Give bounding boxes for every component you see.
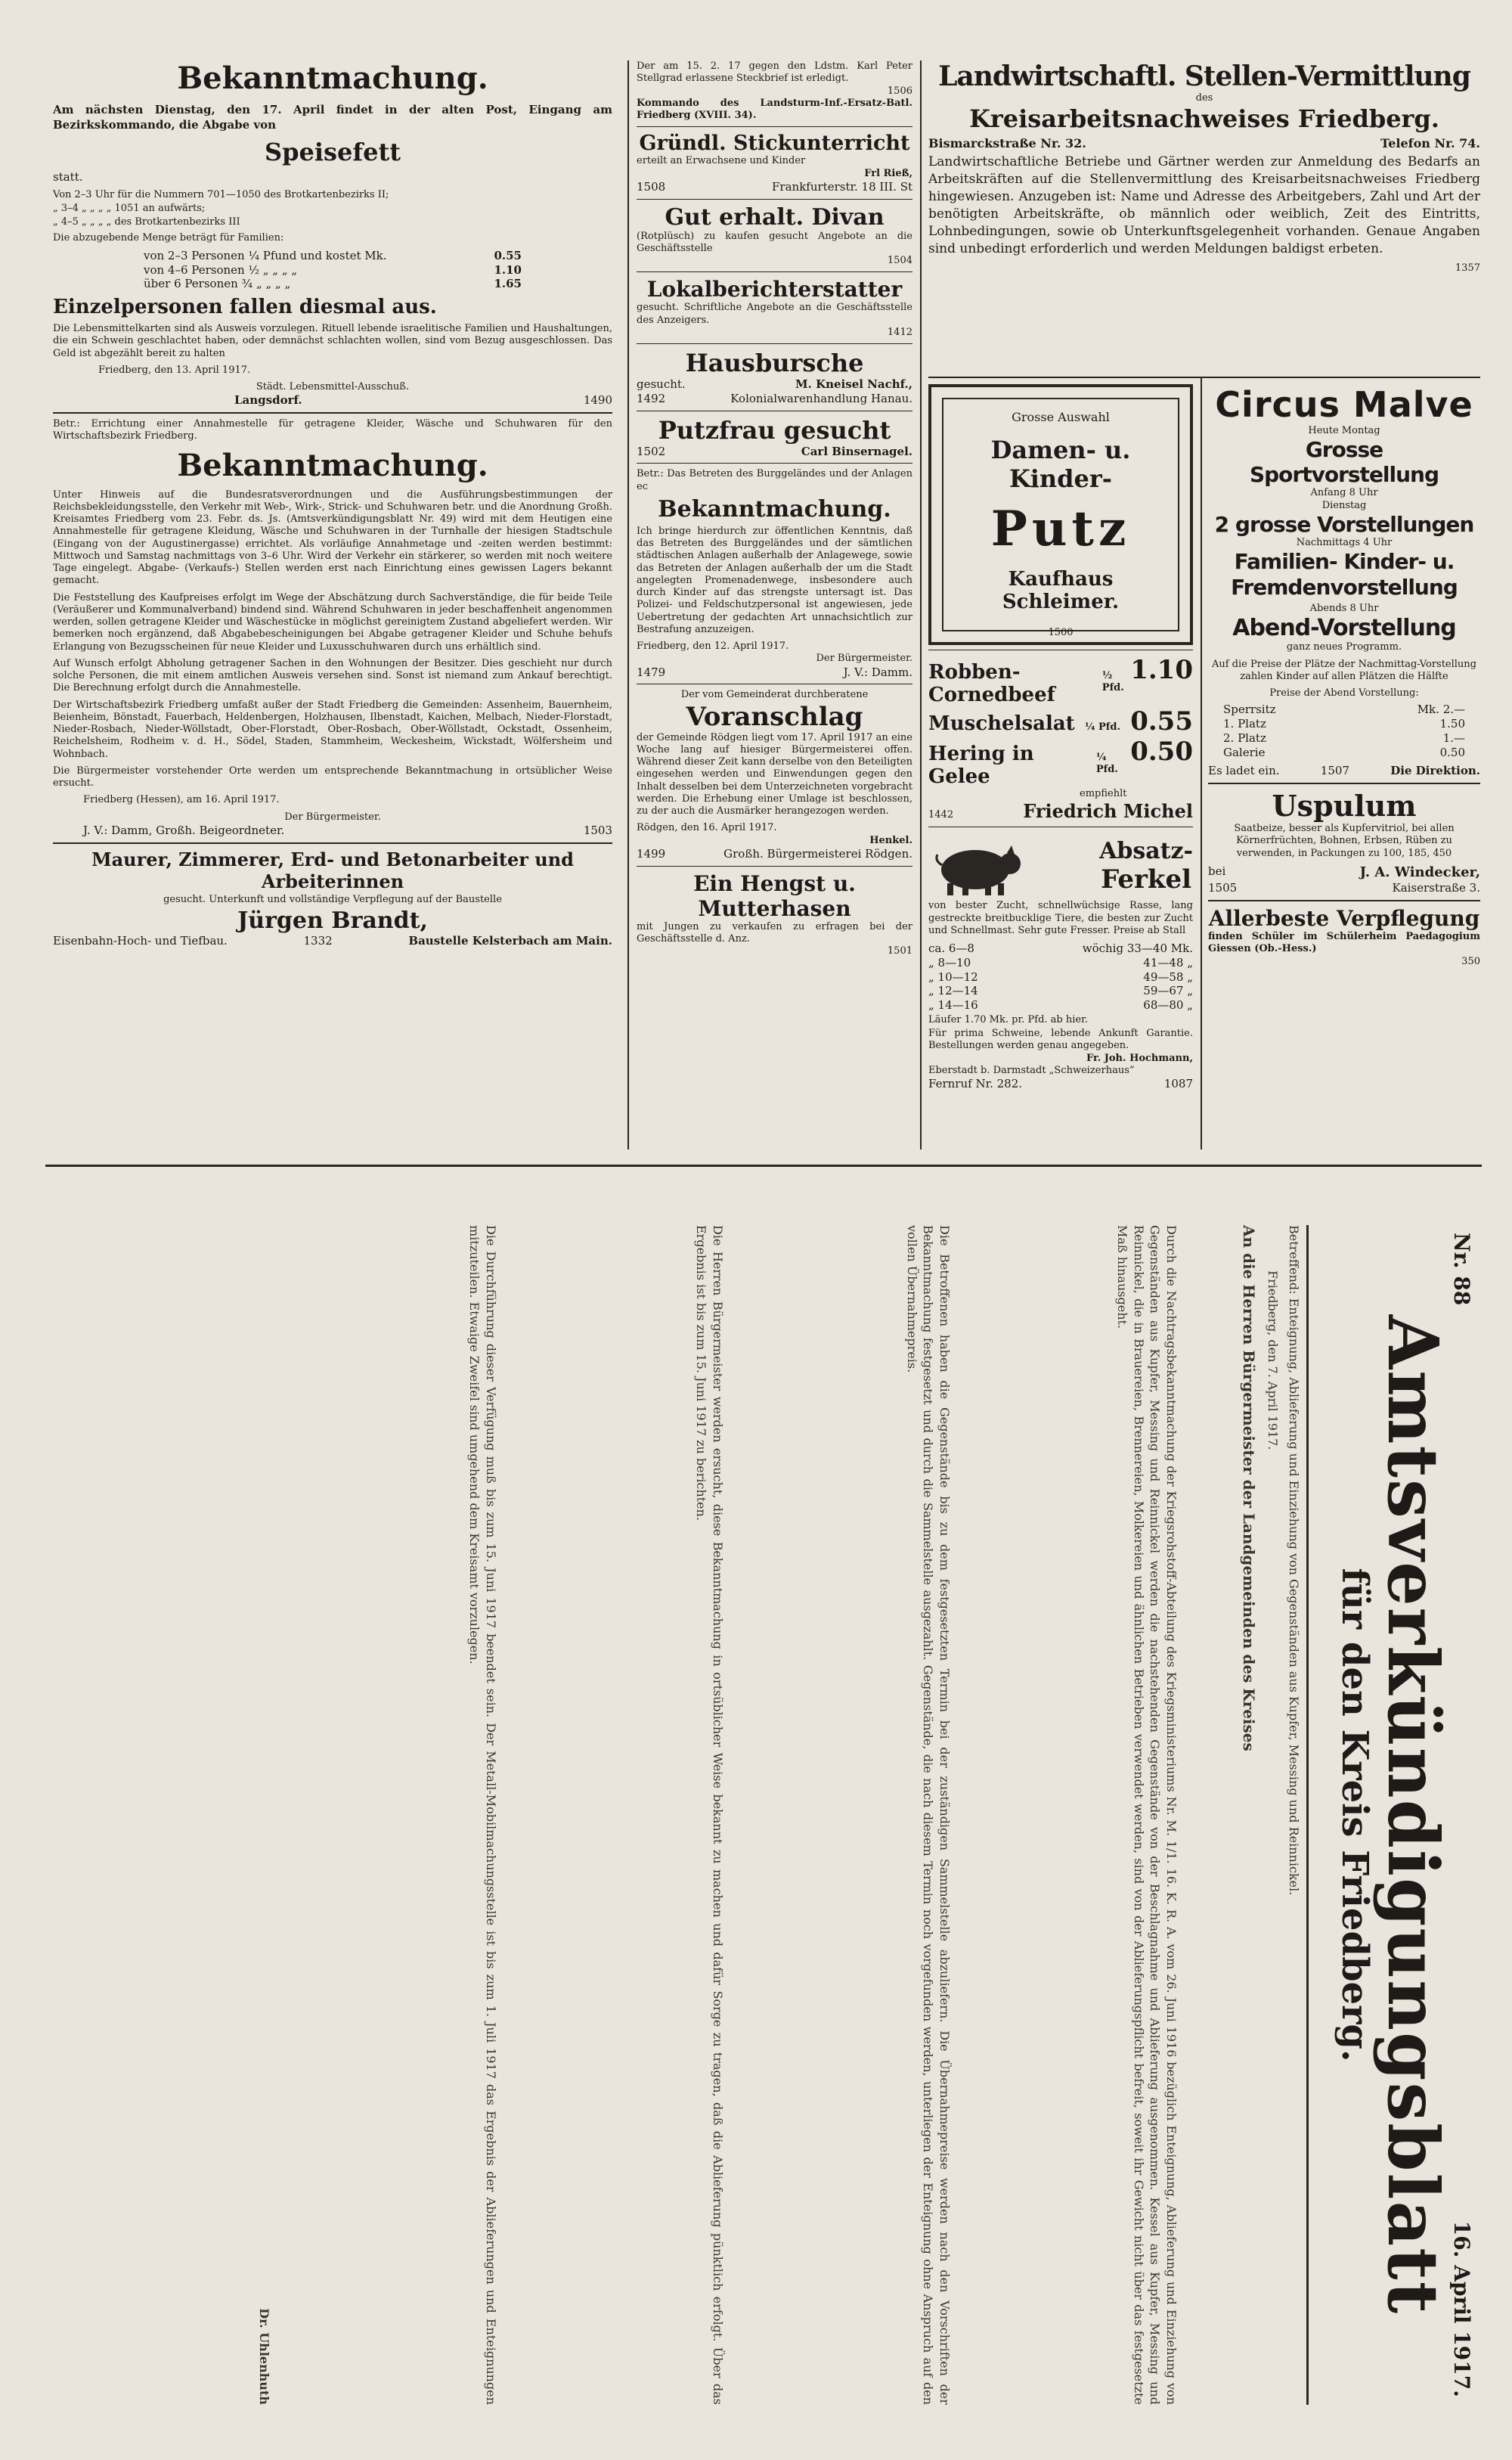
ad-line: Kaufhaus Schleimer. xyxy=(1002,568,1120,613)
ad-text: Landwirtschaftliche Betriebe und Gärtner werden zur Anmeldung des Bedarfs an Arbeitskräften auf die Stellenvermittlung des Kreisarbeitsnachweises Friedberg hingewiesen. Anzugeben ist: Name und Adresse des Arbeitgebers, Zahl und Art der benötigten Arbeitskräfte, ob männlich oder weiblich, Zeit des Eintritts, Lohnbedingungen, sowie ob Unterkunftsgelegenheit vorhanden. Genaue Angaben sind unbedingt erforderlich und werden Meldungen baldigst erbeten. xyxy=(928,154,1480,256)
text-strip xyxy=(76,1225,272,2405)
ad-name: Fr. Joh. Hochmann, xyxy=(1086,1052,1193,1064)
sammelstelle-notice xyxy=(53,418,612,838)
price-row: Muschelsalat ¼ Pfd. 0.55 xyxy=(928,706,1193,737)
show-title: Familien- Kinder- u. Fremdenvorstellung xyxy=(1231,549,1458,600)
voranschlag-notice xyxy=(637,689,912,861)
ad-line: Heute Montag xyxy=(1308,425,1380,436)
ad-number: 1501 xyxy=(887,945,912,957)
ad-title: Putzfrau gesucht xyxy=(658,415,891,445)
ad-title: Lokalberichterstatter xyxy=(646,277,903,302)
body-text: Die Betroffenen haben die Gegenstände bis zu dem festgesetzten Termin bei der zuständigen Sammelstelle abzuliefern. Die Übernahmepreise werden nach den Vorschriften der Bekanntmachung festgesetzt und durch die Sammelstelle ausgezahlt. Gegenstände, die nach diesem Termin noch vorgefunden werden, unterliegen der Enteignung ohne Anspruch auf den vollen Übernahmepreis. xyxy=(904,1225,952,2405)
ad-number: 1442 xyxy=(928,809,954,821)
betreffend: Betreffend: Enteignung, Ablieferung und Einziehung von Gegenständen aus Kupfer, Messing und Reinnickel. xyxy=(1287,1225,1301,1896)
ad-title: Ein Hengst u. Mutterhasen xyxy=(693,870,856,921)
ad-title: Ferkel xyxy=(1101,864,1191,895)
ad-name: Frl Rieß, xyxy=(864,167,912,179)
show-title: Abend-Vorstellung xyxy=(1232,615,1456,642)
circus-ad xyxy=(1208,384,1480,778)
price-row: „ 12—14 59—67 „ xyxy=(928,984,1193,998)
ad-text: gesucht. Schriftliche Angebote an die Geschäftsstelle des Anzeigers. xyxy=(637,302,912,326)
issue-date: 16. April 1917. xyxy=(1449,2220,1474,2397)
ad-address: Eberstadt b. Darmstadt „Schweizerhaus“ xyxy=(928,1064,1135,1076)
notice-text: der Gemeinde Rödgen liegt vom 17. April 1917 an eine Woche lang auf hiesiger Bürgermeisterei offen. Während dieser Zeit kann derselbe von den Beteiligten eingesehen werden und Einwendungen gegen den Inhalt desselben bei dem Unterzeichneten vorgebracht werden. Die Erhebung einer Umlage ist beschlossen, zu der auch die Ausmärker herangezogen werden. xyxy=(637,731,912,817)
ad-title: Hausbursche xyxy=(685,349,864,377)
notice-paragraph: Auf Wunsch erfolgt Abholung getragener Sachen in den Wohnungen der Besitzer. Dies geschieht nur durch solche Personen, die mit einem amtlichen Ausweis versehen sind. Sonst ist niemand zum Ankauf berechtigt. Die Berechnung erfolgt durch die Annahmestelle. xyxy=(53,657,612,694)
price-row: Galerie 0.50 xyxy=(1223,745,1465,759)
notice-sign: Kommando des Landsturm-Inf.-Ersatz-Batl. Friedberg (XVIII. 34). xyxy=(637,97,912,121)
ad-line: Damen- u. Kinder- xyxy=(990,436,1131,493)
body-text: Durch die Nachtragsbekanntmachung der Kriegsrohstoff-Abteilung des Kriegsministeriums Nr. M. 1/1. 16. K. R. A. vom 26. Juni 1916 bezüglich Enteignung, Ablieferung und Einziehung von Gegenständen aus Kupfer, Messing und Reinnickel werden die nachstehenden Gegenstände von der Beschlagnahme und Ablieferung ausgenommen. Kessel aus Kupfer, Messing und Reinnickel, die in Brauereien, Brennereien, Molkereien und ähnlichen Betrieben verwendet werden, sind von der Ablieferungspflicht befreit, soweit ihr Gewicht nicht über das festgesetzte Maß hinausgeht. xyxy=(1115,1225,1179,2405)
putzfrau-ad xyxy=(637,416,912,459)
feinkost-ad xyxy=(928,655,1193,822)
bei-text: bei xyxy=(1208,864,1226,878)
ad-text: mit Jungen zu verkaufen zu erfragen bei der Geschäftsstelle d. Anz. xyxy=(637,920,912,945)
ad-number: 1506 xyxy=(887,85,912,97)
notice-pre: Der vom Gemeinderat durchberatene xyxy=(680,689,869,701)
ad-line: Abends 8 Uhr xyxy=(1309,603,1379,615)
prices-title: Preise der Abend Vorstellung: xyxy=(1269,687,1419,700)
amount-intro: Die abzugebende Menge beträgt für Familien: xyxy=(53,231,284,244)
ad-address: Kaiserstraße 3. xyxy=(1392,881,1480,895)
statt-text: statt. xyxy=(53,169,83,184)
place-date: Friedberg, den 12. April 1917. xyxy=(637,641,789,652)
notice-text: Ich bringe hierdurch zur öffentlichen Kenntnis, daß das Betreten des Burggeländes und der sämtlichen städtischen Anlagen außerhalb der Anlagewege, sowie das Betreten der Anlagen außerhalb der um die Stadt angelegten Promenadenwege, insbesondere auch durch Kinder auf das strengste untersagt ist. Das Polizei- und Feldschutzpersonal ist angewiesen, jede Uebertretung der gedachten Art unnachsichtlich zur Bestrafung anzuzeigen. xyxy=(637,525,912,635)
kinderputz-ad xyxy=(928,384,1193,645)
page-fold-rule xyxy=(45,1165,1482,1167)
ad-number: 1503 xyxy=(583,823,612,837)
text-strip xyxy=(287,1225,499,2405)
phone: Fernruf Nr. 282. xyxy=(928,1077,1023,1090)
notice-paragraph: Die Feststellung des Kaufpreises erfolgt im Wege der Abschätzung durch Sachverständige, die für beide Teile (Veräußerer und Kommunalverband) bindend sind. Während Schuhwaren in jeder beschaffenheit angenommen werden, sollen getragene Kleider und Wäschestücke in möglichst gereinigtem Zustand abgeliefert werden. Wir bemerken noch ergänzend, daß Abgabebescheinigungen bei Abgabe getragener Kleider und Schuhe behufs Erlangung von Bezugsscheinen für neue Kleider und Luxusschuhwaren durch uns erhältlich sind. xyxy=(53,591,612,653)
text-strip xyxy=(741,1225,953,2405)
empfiehlt-text: empfiehlt xyxy=(1080,788,1127,799)
ad-title: Maurer, Zimmerer, Erd- und Betonarbeiter und Arbeiterinnen xyxy=(91,848,574,892)
office: Der Bürgermeister. xyxy=(284,811,381,823)
ad-footer: Es ladet ein. xyxy=(1208,764,1280,778)
ad-sub: gesucht. xyxy=(637,377,686,391)
notice-subtitle: Einzelpersonen fallen diesmal aus. xyxy=(53,296,437,318)
ad-right: Baustelle Kelsterbach am Main. xyxy=(408,933,612,948)
ad-address: Frankfurterstr. 18 III. St xyxy=(772,179,912,194)
notice-title: Bekanntmachung. xyxy=(177,447,488,483)
ad-name: Jürgen Brandt, xyxy=(237,907,428,934)
ad-number: 1500 xyxy=(1048,627,1074,638)
ad-title: Gut erhalt. Divan xyxy=(665,203,885,231)
divan-ad xyxy=(637,204,912,268)
landwirt-ad xyxy=(928,60,1480,275)
ad-title: Gründl. Stickunterricht xyxy=(639,132,910,156)
ad-number: 1087 xyxy=(1163,1077,1193,1090)
price-row: 2. Platz 1.— xyxy=(1223,731,1465,745)
ad-number: 1499 xyxy=(637,846,666,861)
notice-title: Bekanntmachung. xyxy=(658,495,891,523)
office: Städt. Lebensmittel-Ausschuß. xyxy=(256,381,410,392)
price-row: Robben-Cornedbeef ½ Pfd. 1.10 xyxy=(928,655,1193,706)
ad-title: Allerbeste Verpflegung xyxy=(1208,906,1480,932)
ad-title: Uspulum xyxy=(1272,789,1417,824)
ad-text: (Rotplüsch) zu kaufen gesucht Angebote an die Geschäftsstelle xyxy=(637,230,912,254)
phone: Telefon Nr. 74. xyxy=(1380,136,1480,151)
schedule-line: „ 4–5 „ „ „ „ des Brotkartenbezirks III xyxy=(53,216,240,228)
ad-text: Für prima Schweine, lebende Ankunft Garantie. Bestellungen werden genau angegeben. xyxy=(928,1028,1193,1052)
schedule-line: Von 2–3 Uhr für die Nummern 701—1050 des Brotkartenbezirks II; xyxy=(53,188,389,200)
burg-notice xyxy=(637,468,912,679)
ad-line: ganz neues Programm. xyxy=(1286,641,1402,653)
text-strip xyxy=(514,1225,726,2405)
ad-number: 1492 xyxy=(637,391,666,405)
masthead-rule xyxy=(1306,1225,1309,2405)
right-column xyxy=(1208,384,1480,968)
notice-betr: Betr.: Das Betreten des Burggeländes und der Anlagen ec xyxy=(637,468,912,492)
stick-ad xyxy=(637,132,912,194)
column-rule xyxy=(920,60,922,1149)
place-date: Rödgen, den 16. April 1917. xyxy=(637,822,777,834)
place-date: Friedberg, den 7. April 1917. xyxy=(1266,1270,1281,1450)
verpflegung-ad xyxy=(1208,906,1480,968)
uspulum-ad xyxy=(1208,789,1480,895)
schedule-line: „ 3–4 „ „ „ „ 1051 an aufwärts; xyxy=(53,203,206,214)
hausbursche-ad xyxy=(637,349,912,406)
ad-name: Carl Binsernagel. xyxy=(801,444,912,458)
office: Der Bürgermeister. xyxy=(816,653,912,665)
price-row: Sperrsitz Mk. 2.— xyxy=(1223,703,1465,717)
notice-intro: Am nächsten Dienstag, den 17. April findet in der alten Post, Eingang am Bezirkskommando, die Abgabe von xyxy=(53,103,612,132)
laeufer-text: Läufer 1.70 Mk. pr. Pfd. ab hier. xyxy=(928,1013,1089,1025)
signature: Großh. Bürgermeisterei Rödgen. xyxy=(723,846,912,861)
signature: J. V.: Damm, Großh. Beigeordneter. xyxy=(83,823,285,837)
show-title: 2 grosse Vorstellungen xyxy=(1214,511,1474,537)
ad-number: 1508 xyxy=(637,179,666,194)
ad-name: M. Kneisel Nachf., xyxy=(795,377,912,391)
ad-title: Landwirtschaftl. Stellen-Vermittlung xyxy=(938,60,1470,92)
ad-number: 1479 xyxy=(637,665,666,679)
ad-number: 1505 xyxy=(1208,881,1238,895)
right-middle-column xyxy=(928,384,1193,1091)
notice-text: Der am 15. 2. 17 gegen den Ldstm. Karl Peter Stellgrad erlassene Steckbrief ist erledigt. xyxy=(637,60,912,85)
ad-text: erteilt an Erwachsene und Kinder xyxy=(637,155,806,167)
ad-address: Kolonialwarenhandlung Hanau. xyxy=(730,391,912,405)
speisefett-notice xyxy=(53,60,612,408)
middle-column xyxy=(637,60,912,957)
notice-paragraph: Die Bürgermeister vorstehender Orte werden um entsprechende Bekanntmachung in ortsüblicher Weise ersucht. xyxy=(53,765,612,789)
text-strip xyxy=(968,1225,1179,2405)
ad-text: gesucht. Unterkunft und vollständige Verpflegung auf der Baustelle xyxy=(163,893,502,905)
masthead-title: Amtsverkündigungsblatt xyxy=(1372,1314,1454,2316)
issue-number: Nr. 88 xyxy=(1449,1233,1474,1306)
ad-number: 1412 xyxy=(887,326,912,338)
address: Bismarckstraße Nr. 32. xyxy=(928,136,1086,151)
ad-text: finden Schüler im Schülerheim Paedagogium Giessen (Ob.-Hess.) xyxy=(1208,931,1480,955)
maurer-ad xyxy=(53,848,612,948)
price-row: ca. 6—8 wöchig 33—40 Mk. xyxy=(928,942,1193,955)
amount-row: von 4–6 Personen ½ „ „ „ „ 1.10 xyxy=(144,262,522,277)
ad-line: Nachmittags 4 Uhr xyxy=(1296,536,1393,548)
ad-footer: Die Direktion. xyxy=(1390,764,1480,778)
hengst-ad xyxy=(637,871,912,958)
price-row: „ 14—16 68—80 „ xyxy=(928,998,1193,1012)
signature: Langsdorf. xyxy=(234,393,302,408)
price-row: Hering in Gelee ¼ Pfd. 0.50 xyxy=(928,737,1193,788)
des-text: des xyxy=(1195,92,1213,104)
amount-row: über 6 Personen ¾ „ „ „ „ 1.65 xyxy=(144,277,522,291)
ad-text: Saatbeize, besser als Kupfervitriol, bei allen Körnerfrüchten, Bohnen, Erbsen, Rüben zu verwenden, in Packungen zu 100, 185, 450 xyxy=(1234,823,1455,859)
notice-betr: Betr.: Errichtung einer Annahmestelle für getragene Kleider, Wäsche und Schuhwaren für den Wirtschaftsbezirk Friedberg. xyxy=(53,418,612,442)
ad-number: 350 xyxy=(1461,955,1480,967)
notice-title: Voranschlag xyxy=(686,701,863,732)
lokal-ad xyxy=(637,277,912,339)
ad-number: 1332 xyxy=(303,933,333,948)
notice-title: Bekanntmachung. xyxy=(177,60,488,96)
addressee: An die Herren Bürgermeister der Landgemeinden des Kreises xyxy=(1239,1225,1258,1751)
item-title: Speisefett xyxy=(264,137,401,166)
ad-line: Dienstag xyxy=(1321,499,1367,511)
ad-line: Anfang 8 Uhr xyxy=(1310,487,1378,499)
ad-note: Auf die Preise der Plätze der Nachmittag-Vorstellung zahlen Kinder auf allen Plätzen die Hälfte xyxy=(1211,658,1477,682)
ad-number: 1490 xyxy=(583,393,612,408)
ad-number: 1507 xyxy=(1320,764,1349,778)
notice-paragraph: Der Wirtschaftsbezirk Friedberg umfaßt außer der Stadt Friedberg die Gemeinden: Assenheim, Bauernheim, Beienheim, Bönstadt, Fauerbach, Heldenbergen, Holzhausen, Ilbenstadt, Kaichen, Melbach, Nieder-Florstadt, Nieder-Rosbach, Nieder-Wöllstadt, Ober-Florstadt, Ober-Rosbach, Ober-Wöllstadt, Ockstadt, Ossenheim, Reichelsheim, Rodheim v. d. H., Södel, Staden, Stammheim, Weckesheim, Wickstadt, Wölfersheim und Wohnbach. xyxy=(53,699,612,760)
ferkel-ad xyxy=(928,832,1193,1091)
price-row: „ 10—12 49—58 „ xyxy=(928,969,1193,984)
ad-number: 1504 xyxy=(887,255,912,266)
ad-name: Henkel. xyxy=(869,834,912,846)
price-row: 1. Platz 1.50 xyxy=(1223,717,1465,731)
place-date: Friedberg (Hessen), am 16. April 1917. xyxy=(83,794,280,806)
signature: Dr. Uhlenhuth xyxy=(257,2308,271,2405)
ad-number: 1502 xyxy=(637,444,666,458)
notice-paragraph: Unter Hinweis auf die Bundesratsverordnungen und die Ausführungsbestimmungen der Reichsbekleidungsstelle, den Verkehr mit Web-, Wirk-, Strick- und Schuhwaren betr. und die Anordnung Großh. Kreisamtes Friedberg vom 23. Febr. ds. Js. (Amtsverkündigungsblatt Nr. 49) wird mit dem Heutigen eine Annahmestelle für getragene Kleidung, Wäsche und Schuhwaren in der Turnhalle der hiesigen Stadtschule (Eingang von der Augustinergasse) errichtet. Als vorläufige Annahmetage und -zeiten werden bestimmt: Mittwoch und Samstag nachmittags von 3–6 Uhr. Wird der Verkehr ein stärkerer, so werden mit noch weitere Tage eingelegt. Abgabe- (Verkaufs-) Stellen werden erst nach Einrichtung eines gewissen Lagers bekannt gemacht. xyxy=(53,489,612,587)
price-row: „ 8—10 41—48 „ xyxy=(928,955,1193,969)
left-column xyxy=(53,60,612,948)
masthead-strip xyxy=(1315,1225,1474,2405)
ad-title: Absatz- xyxy=(1099,837,1193,864)
notice-notes: Die Lebensmittelkarten sind als Ausweis vorzulegen. Rituell lebende israelitische Familien und Haushaltungen, die ein Schwein geschlachtet haben, oder demnächst schlachten wollen, sind vom Bezug ausgeschlossen. Das Geld ist abgezählt bereit zu halten xyxy=(53,323,612,359)
amount-row: von 2–3 Personen ¼ Pfund und kostet Mk. 0.55 xyxy=(144,248,522,262)
ad-text: von bester Zucht, schnellwüchsige Rasse, lang gestreckte breitbucklige Tiere, die besten zur Zucht und Schnellmast. Sehr gute Fresser. Preise ab Stall xyxy=(928,900,1193,936)
betreffend-strip xyxy=(1188,1225,1302,2405)
ad-name: Friedrich Michel xyxy=(1023,800,1193,823)
ad-left: Eisenbahn-Hoch- und Tiefbau. xyxy=(53,933,228,948)
show-title: Grosse Sportvorstellung xyxy=(1249,437,1439,488)
pig-icon xyxy=(928,832,1027,900)
body-text: Die Herren Bürgermeister werden ersucht, diese Bekanntmachung in ortsüblicher Weise bekannt zu machen und dafür Sorge zu tragen, daß die Ablieferung pünktlich erfolgt. Über das Ergebnis ist bis zum 15. Juni 1917 zu berichten. xyxy=(694,1225,725,2405)
ad-name: J. A. Windecker, xyxy=(1359,864,1480,880)
signature: J. V.: Damm. xyxy=(843,665,912,679)
column-rule xyxy=(1201,378,1202,1149)
ad-subtitle: Kreisarbeitsnachweises Friedberg. xyxy=(969,104,1439,134)
masthead-subtitle: für den Kreis Friedberg. xyxy=(1334,1568,1377,2062)
body-text: Die Durchführung dieser Verfügung muß bis zum 15. Juni 1917 beendet sein. Der Metall-Mobilmachungsstelle ist bis zum 1. Juli 1917 das Ergebnis der Ablieferungen und Enteignungen mitzuteilen. Etwaige Zweifel sind umgehend dem Kreisamt vorzulegen. xyxy=(467,1225,498,2405)
ad-line: Grosse Auswahl xyxy=(1012,410,1110,424)
steckbrief-notice xyxy=(637,60,912,122)
place-date: Friedberg, den 13. April 1917. xyxy=(98,364,251,376)
ad-title: Putz xyxy=(990,501,1131,557)
ad-number: 1357 xyxy=(1455,262,1480,274)
ad-title: Circus Malve xyxy=(1215,384,1473,425)
column-rule xyxy=(627,60,629,1149)
